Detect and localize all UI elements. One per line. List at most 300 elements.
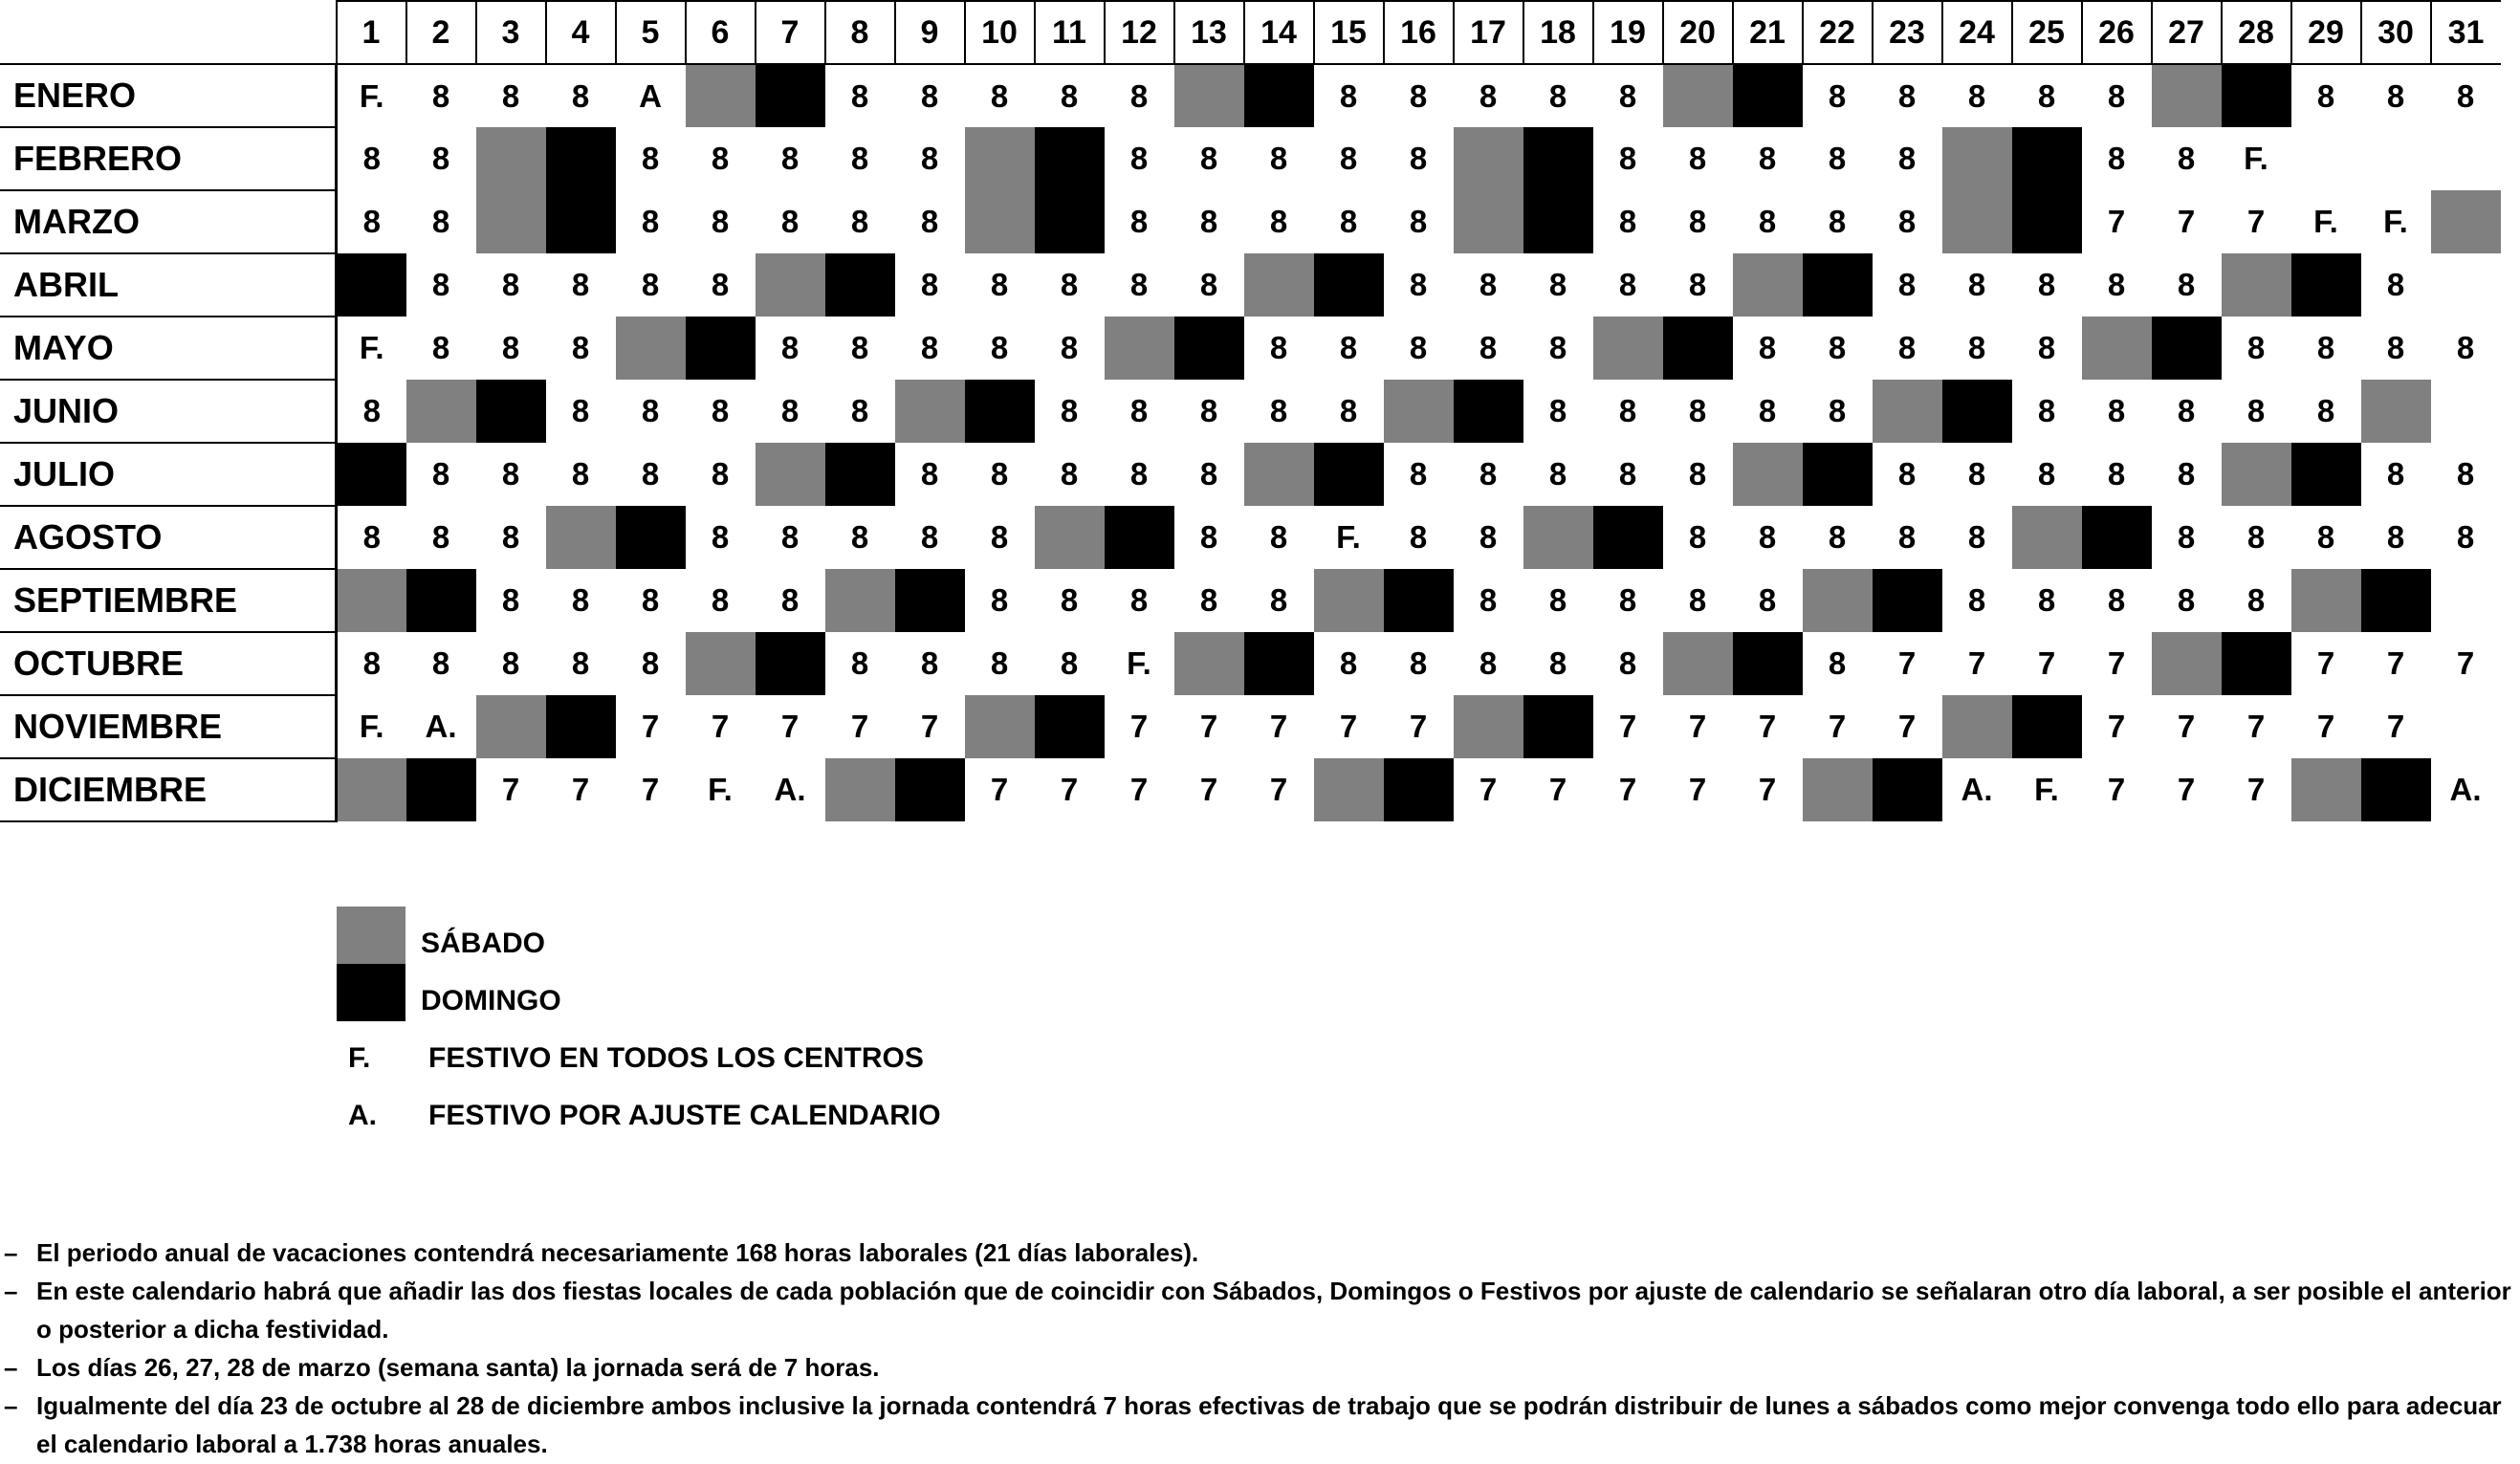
- month-row: [0, 64, 2501, 127]
- day-hours-cell: 8: [2177, 393, 2196, 428]
- sunday-cell: [1384, 569, 1454, 632]
- saturday-cell: [1663, 64, 1733, 127]
- day-header-8: 8: [825, 1, 895, 64]
- sunday-cell: [1873, 758, 1942, 821]
- month-row: [0, 506, 2501, 569]
- day-hours-cell: 8: [1060, 645, 1079, 681]
- day-hours-cell: 8: [1828, 519, 1847, 555]
- day-hours-cell: 8: [1409, 204, 1428, 239]
- day-hours-cell: 8: [1897, 77, 1917, 114]
- day-hours-cell: 8: [431, 77, 450, 114]
- saturday-cell: [2152, 64, 2222, 127]
- day-hours-cell: 7: [780, 709, 800, 744]
- day-hours-cell: 8: [990, 456, 1009, 492]
- day-hours-cell: 8: [1548, 645, 1567, 681]
- day-hours-cell: 8: [1129, 141, 1149, 176]
- day-hours-cell: 8: [1060, 77, 1079, 114]
- corner-cell: [0, 1, 337, 64]
- day-hours-cell: 8: [1060, 456, 1079, 492]
- day-hours-cell: 7: [2107, 204, 2126, 239]
- day-hours-cell: 8: [1758, 582, 1777, 618]
- day-header-13: 13: [1174, 1, 1244, 64]
- day-hours-cell: A.: [2449, 772, 2482, 807]
- day-hours-cell: 8: [1688, 519, 1707, 555]
- day-hours-cell: 7: [1199, 709, 1218, 744]
- day-hours-cell: 8: [711, 582, 730, 618]
- day-hours-cell: 8: [501, 582, 520, 618]
- day-hours-cell: 8: [1269, 393, 1288, 428]
- saturday-cell: [1733, 443, 1803, 506]
- saturday-cell: [1593, 317, 1663, 380]
- day-hours-cell: 8: [1060, 330, 1079, 365]
- day-hours-cell: 8: [780, 582, 800, 618]
- day-hours-cell: [2431, 380, 2501, 443]
- day-hours-cell: 7: [1688, 709, 1707, 744]
- day-hours-cell: 8: [2107, 141, 2126, 176]
- sunday-cell: [1105, 506, 1174, 569]
- day-hours-cell: 8: [1269, 519, 1288, 555]
- sunday-cell: [1523, 695, 1593, 758]
- sunday-cell: [406, 569, 476, 632]
- sunday-cell: [1803, 443, 1873, 506]
- day-hours-cell: F.: [2244, 141, 2268, 176]
- day-hours-cell: 8: [501, 519, 520, 555]
- saturday-cell: [476, 190, 546, 253]
- day-hours-cell: 8: [1479, 456, 1498, 492]
- note-text: El periodo anual de vacaciones contendrá necesariamente 168 horas laborales (21 días laborales).: [36, 1238, 1199, 1267]
- day-hours-cell: 8: [2316, 393, 2335, 428]
- day-header-18: 18: [1523, 1, 1593, 64]
- day-hours-cell: F.: [1336, 519, 1361, 555]
- day-hours-cell: 8: [780, 519, 800, 555]
- day-hours-cell: 8: [2037, 393, 2056, 428]
- day-hours-cell: 8: [990, 582, 1009, 618]
- day-hours-cell: 8: [711, 141, 730, 176]
- month-name: FEBRERO: [0, 127, 337, 190]
- day-hours-cell: 7: [2037, 645, 2056, 681]
- day-hours-cell: 7: [1548, 772, 1567, 807]
- day-hours-cell: 8: [990, 267, 1009, 302]
- month-row: [0, 127, 2501, 190]
- sunday-label: DOMINGO: [421, 985, 561, 1016]
- day-hours-cell: 8: [431, 456, 450, 492]
- day-hours-cell: 7: [1618, 709, 1637, 744]
- saturday-cell: [337, 758, 406, 821]
- sunday-cell: [1314, 443, 1384, 506]
- day-hours-cell: 8: [1548, 393, 1567, 428]
- saturday-cell: [2291, 758, 2361, 821]
- saturday-cell: [1384, 380, 1454, 443]
- saturday-cell: [1105, 317, 1174, 380]
- day-hours-cell: 8: [1199, 582, 1218, 618]
- day-hours-cell: 8: [1339, 204, 1358, 239]
- day-header-12: 12: [1105, 1, 1174, 64]
- day-hours-cell: 8: [431, 141, 450, 176]
- day-hours-cell: 8: [1479, 330, 1498, 365]
- sunday-cell: [337, 253, 406, 317]
- calendar-body: [0, 64, 2501, 821]
- day-hours-cell: 7: [2386, 709, 2405, 744]
- day-hours-cell: 8: [1618, 141, 1637, 176]
- sunday-cell: [1244, 632, 1314, 695]
- day-hours-cell: 8: [1828, 141, 1847, 176]
- day-hours-cell: 8: [1618, 204, 1637, 239]
- saturday-cell: [1942, 695, 2012, 758]
- day-hours-cell: 8: [1548, 267, 1567, 302]
- note-text: En este calendario habrá que añadir las dos fiestas locales de cada población que de coincidir con Sábados, Domingos o Festivos por ajuste de calendario se señalaran otro día laboral, a ser posible el anterior o posterior a dicha festividad.: [36, 1277, 2511, 1344]
- day-hours-cell: 8: [1758, 204, 1777, 239]
- day-hours-cell: 8: [1479, 267, 1498, 302]
- day-hours-cell: 8: [1758, 393, 1777, 428]
- saturday-cell: [2431, 190, 2501, 253]
- day-hours-cell: 8: [1199, 393, 1218, 428]
- day-hours-cell: 8: [2037, 582, 2056, 618]
- day-hours-cell: 8: [850, 645, 869, 681]
- day-hours-cell: 8: [780, 330, 800, 365]
- day-hours-cell: 8: [711, 204, 730, 239]
- day-hours-cell: 8: [2107, 77, 2126, 114]
- sunday-cell: [2222, 64, 2291, 127]
- sunday-cell: [1384, 758, 1454, 821]
- sunday-cell: [1314, 253, 1384, 317]
- day-hours-cell: 8: [1897, 456, 1917, 492]
- day-hours-cell: 7: [1967, 645, 1986, 681]
- day-header-2: 2: [406, 1, 476, 64]
- day-hours-cell: 8: [920, 141, 939, 176]
- day-header-7: 7: [756, 1, 825, 64]
- sunday-cell: [546, 190, 616, 253]
- saturday-cell: [2222, 443, 2291, 506]
- sunday-cell: [825, 253, 895, 317]
- day-hours-cell: 8: [2316, 77, 2335, 114]
- day-hours-cell: F.: [708, 772, 733, 807]
- saturday-cell: [1174, 64, 1244, 127]
- day-hours-cell: 8: [2177, 456, 2196, 492]
- day-hours-cell: 7: [2316, 645, 2335, 681]
- day-hours-cell: 8: [2456, 519, 2475, 555]
- day-hours-cell: 8: [1129, 267, 1149, 302]
- day-hours-cell: 8: [1897, 141, 1917, 176]
- saturday-cell: [895, 380, 965, 443]
- saturday-cell: [965, 190, 1035, 253]
- day-hours-cell: 8: [1199, 456, 1218, 492]
- saturday-cell: [2222, 253, 2291, 317]
- day-hours-cell: 7: [2177, 204, 2196, 239]
- day-hours-cell: 7: [2246, 204, 2266, 239]
- day-hours-cell: 8: [1897, 204, 1917, 239]
- day-hours-cell: 8: [501, 456, 520, 492]
- sunday-cell: [965, 380, 1035, 443]
- day-hours-cell: 8: [1199, 267, 1218, 302]
- sunday-cell: [756, 632, 825, 695]
- saturday-cell: [1873, 380, 1942, 443]
- day-hours-cell: 8: [1199, 141, 1218, 176]
- day-hours-cell: 8: [920, 519, 939, 555]
- day-hours-cell: 7: [1688, 772, 1707, 807]
- day-hours-cell: 7: [990, 772, 1009, 807]
- day-hours-cell: 7: [2177, 772, 2196, 807]
- saturday-cell: [2082, 317, 2152, 380]
- day-hours-cell: 8: [1409, 519, 1428, 555]
- day-hours-cell: [2361, 127, 2431, 190]
- day-hours-cell: 8: [2316, 519, 2335, 555]
- saturday-cell: [756, 443, 825, 506]
- day-hours-cell: F.: [359, 77, 384, 114]
- sunday-cell: [2291, 443, 2361, 506]
- sunday-cell: [1244, 64, 1314, 127]
- day-hours-cell: 8: [1897, 519, 1917, 555]
- day-hours-cell: 8: [1967, 582, 1986, 618]
- month-row: [0, 695, 2501, 758]
- day-header-20: 20: [1663, 1, 1733, 64]
- sunday-cell: [1803, 253, 1873, 317]
- month-row: [0, 190, 2501, 253]
- sunday-cell: [2361, 758, 2431, 821]
- day-hours-cell: 8: [1479, 582, 1498, 618]
- day-hours-cell: 8: [850, 393, 869, 428]
- day-header-29: 29: [2291, 1, 2361, 64]
- day-hours-cell: 8: [1129, 456, 1149, 492]
- day-hours-cell: 8: [641, 267, 660, 302]
- day-hours-cell: 8: [1409, 645, 1428, 681]
- sunday-cell: [1593, 506, 1663, 569]
- day-hours-cell: 8: [2037, 77, 2056, 114]
- day-hours-cell: 8: [1339, 330, 1358, 365]
- day-hours-cell: 8: [641, 393, 660, 428]
- day-number-header-row: [0, 1, 2501, 64]
- day-hours-cell: 8: [641, 456, 660, 492]
- sunday-cell: [1035, 127, 1105, 190]
- day-hours-cell: 8: [2246, 330, 2266, 365]
- day-hours-cell: 8: [1897, 267, 1917, 302]
- day-hours-cell: F.: [359, 330, 384, 365]
- day-hours-cell: 7: [641, 772, 660, 807]
- day-hours-cell: 8: [431, 330, 450, 365]
- day-hours-cell: 8: [850, 77, 869, 114]
- saturday-cell: [1174, 632, 1244, 695]
- day-hours-cell: 7: [641, 709, 660, 744]
- day-hours-cell: 8: [1060, 582, 1079, 618]
- day-hours-cell: 8: [2107, 393, 2126, 428]
- saturday-cell: [686, 64, 756, 127]
- sunday-cell: [1035, 190, 1105, 253]
- day-hours-cell: [2431, 253, 2501, 317]
- day-hours-cell: 8: [1409, 141, 1428, 176]
- day-header-10: 10: [965, 1, 1035, 64]
- day-hours-cell: 8: [1129, 77, 1149, 114]
- day-hours-cell: 7: [850, 709, 869, 744]
- day-hours-cell: 8: [1688, 456, 1707, 492]
- saturday-cell: [1035, 506, 1105, 569]
- day-hours-cell: 8: [2107, 456, 2126, 492]
- month-row: [0, 253, 2501, 317]
- notes-section: [0, 1234, 2520, 1463]
- day-hours-cell: 8: [1618, 267, 1637, 302]
- day-hours-cell: 8: [362, 141, 381, 176]
- day-hours-cell: 7: [1828, 709, 1847, 744]
- day-hours-cell: 7: [1129, 709, 1149, 744]
- day-hours-cell: F.: [2034, 772, 2059, 807]
- month-name: MARZO: [0, 190, 337, 253]
- day-hours-cell: 8: [571, 330, 590, 365]
- sunday-cell: [1454, 380, 1523, 443]
- sunday-cell: [616, 506, 686, 569]
- saturday-cell: [2012, 506, 2082, 569]
- note-dash: –: [4, 1353, 18, 1382]
- day-hours-cell: 8: [1269, 204, 1288, 239]
- day-hours-cell: 8: [1479, 645, 1498, 681]
- saturday-cell: [1454, 190, 1523, 253]
- note-item: [0, 1387, 2520, 1463]
- day-hours-cell: 8: [1129, 393, 1149, 428]
- sunday-cell: [756, 64, 825, 127]
- day-hours-cell: 8: [990, 77, 1009, 114]
- saturday-cell: [476, 127, 546, 190]
- day-hours-cell: 7: [1129, 772, 1149, 807]
- day-hours-cell: 8: [1758, 519, 1777, 555]
- day-hours-cell: 8: [780, 393, 800, 428]
- day-hours-cell: 8: [1688, 204, 1707, 239]
- day-hours-cell: 8: [1967, 519, 1986, 555]
- day-header-6: 6: [686, 1, 756, 64]
- day-hours-cell: 8: [641, 204, 660, 239]
- day-header-28: 28: [2222, 1, 2291, 64]
- sunday-cell: [2082, 506, 2152, 569]
- saturday-cell: [616, 317, 686, 380]
- day-header-21: 21: [1733, 1, 1803, 64]
- sunday-cell: [1873, 569, 1942, 632]
- note-text: Los días 26, 27, 28 de marzo (semana santa) la jornada será de 7 horas.: [36, 1353, 880, 1382]
- day-hours-cell: 8: [1618, 456, 1637, 492]
- day-hours-cell: 8: [1688, 393, 1707, 428]
- day-hours-cell: 8: [362, 645, 381, 681]
- sunday-cell: [2012, 190, 2082, 253]
- day-hours-cell: 8: [2037, 330, 2056, 365]
- saturday-cell: [546, 506, 616, 569]
- day-hours-cell: 8: [1758, 141, 1777, 176]
- day-header-17: 17: [1454, 1, 1523, 64]
- day-hours-cell: 8: [641, 582, 660, 618]
- day-header-27: 27: [2152, 1, 2222, 64]
- day-hours-cell: 8: [2177, 519, 2196, 555]
- saturday-cell: [1803, 758, 1873, 821]
- day-hours-cell: A: [639, 77, 662, 114]
- day-hours-cell: 8: [1199, 204, 1218, 239]
- day-hours-cell: 8: [2246, 519, 2266, 555]
- month-row: [0, 569, 2501, 632]
- day-hours-cell: 8: [1688, 141, 1707, 176]
- day-hours-cell: 7: [1758, 709, 1777, 744]
- day-hours-cell: 7: [920, 709, 939, 744]
- day-hours-cell: 8: [1060, 267, 1079, 302]
- day-hours-cell: 8: [711, 456, 730, 492]
- day-hours-cell: 8: [1060, 393, 1079, 428]
- day-hours-cell: 8: [1828, 330, 1847, 365]
- saturday-cell: [1523, 506, 1593, 569]
- day-hours-cell: 8: [920, 77, 939, 114]
- day-header-14: 14: [1244, 1, 1314, 64]
- day-hours-cell: 8: [431, 645, 450, 681]
- sunday-cell: [1663, 317, 1733, 380]
- day-hours-cell: 7: [1618, 772, 1637, 807]
- day-hours-cell: 7: [1199, 772, 1218, 807]
- day-hours-cell: 8: [1828, 77, 1847, 114]
- day-hours-cell: 8: [1967, 267, 1986, 302]
- adjustment-code: A.: [348, 1100, 377, 1131]
- day-hours-cell: 7: [1758, 772, 1777, 807]
- day-header-3: 3: [476, 1, 546, 64]
- sunday-cell: [825, 443, 895, 506]
- day-hours-cell: 7: [1339, 709, 1358, 744]
- day-hours-cell: 8: [571, 456, 590, 492]
- day-hours-cell: 8: [571, 645, 590, 681]
- day-hours-cell: 8: [2456, 456, 2475, 492]
- day-hours-cell: 8: [1618, 393, 1637, 428]
- day-hours-cell: 8: [1269, 141, 1288, 176]
- day-hours-cell: 8: [1339, 645, 1358, 681]
- day-hours-cell: 8: [2037, 267, 2056, 302]
- month-row: [0, 380, 2501, 443]
- day-hours-cell: 8: [1269, 582, 1288, 618]
- day-hours-cell: 8: [2177, 141, 2196, 176]
- saturday-cell: [825, 569, 895, 632]
- day-header-26: 26: [2082, 1, 2152, 64]
- day-hours-cell: 8: [1199, 519, 1218, 555]
- day-header-19: 19: [1593, 1, 1663, 64]
- day-hours-cell: 7: [1060, 772, 1079, 807]
- day-hours-cell: A.: [1961, 772, 1993, 807]
- day-hours-cell: 8: [1269, 330, 1288, 365]
- day-hours-cell: 7: [2107, 709, 2126, 744]
- day-hours-cell: A.: [774, 772, 806, 807]
- saturday-label: SÁBADO: [421, 928, 546, 959]
- saturday-cell: [1733, 253, 1803, 317]
- day-hours-cell: 8: [1129, 204, 1149, 239]
- saturday-cell: [406, 380, 476, 443]
- day-hours-cell: 8: [711, 393, 730, 428]
- sunday-cell: [546, 695, 616, 758]
- saturday-cell: [1942, 127, 2012, 190]
- day-header-5: 5: [616, 1, 686, 64]
- day-header-24: 24: [1942, 1, 2012, 64]
- saturday-cell: [686, 632, 756, 695]
- saturday-cell: [2361, 380, 2431, 443]
- sunday-cell: [895, 569, 965, 632]
- day-header-25: 25: [2012, 1, 2082, 64]
- day-hours-cell: 7: [501, 772, 520, 807]
- saturday-cell: [337, 569, 406, 632]
- day-header-15: 15: [1314, 1, 1384, 64]
- day-hours-cell: 8: [501, 645, 520, 681]
- day-hours-cell: 8: [780, 204, 800, 239]
- saturday-cell: [825, 758, 895, 821]
- day-hours-cell: 8: [431, 204, 450, 239]
- day-hours-cell: 8: [501, 330, 520, 365]
- day-hours-cell: 8: [1688, 267, 1707, 302]
- day-hours-cell: 8: [2386, 519, 2405, 555]
- sunday-cell: [1942, 380, 2012, 443]
- day-hours-cell: 8: [1548, 456, 1567, 492]
- day-hours-cell: 8: [2386, 267, 2405, 302]
- day-hours-cell: 7: [2107, 772, 2126, 807]
- saturday-swatch: [337, 907, 405, 964]
- day-hours-cell: [2431, 127, 2501, 190]
- day-hours-cell: 8: [1618, 582, 1637, 618]
- day-hours-cell: 8: [2386, 456, 2405, 492]
- day-hours-cell: 8: [1618, 645, 1637, 681]
- adjustment-label: FESTIVO POR AJUSTE CALENDARIO: [428, 1100, 941, 1131]
- day-hours-cell: 7: [2386, 645, 2405, 681]
